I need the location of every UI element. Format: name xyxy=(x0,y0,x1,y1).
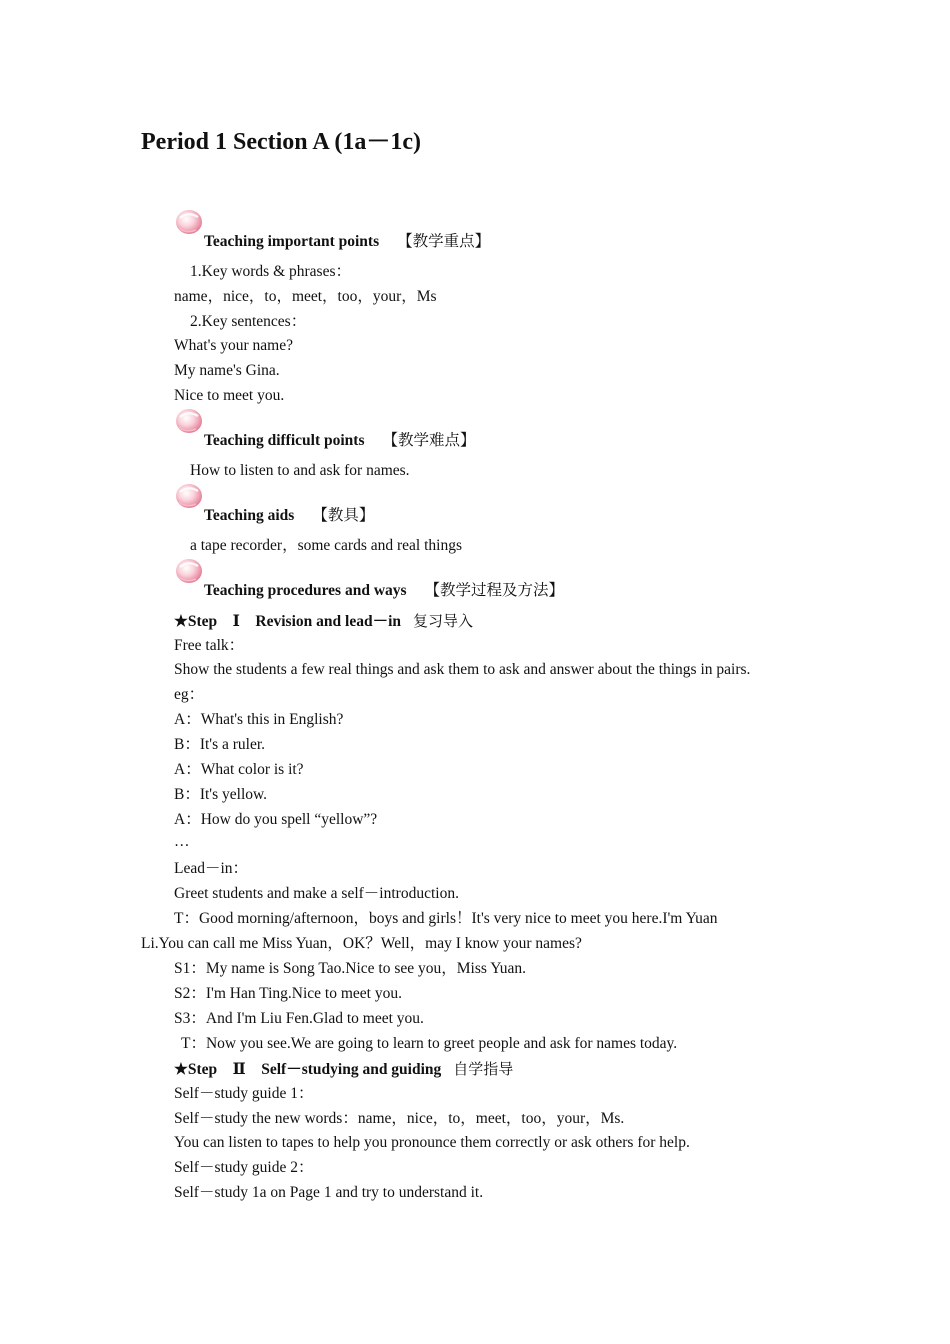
dialogue-line: S3：And I'm Liu Fen.Glad to meet you. xyxy=(174,1010,424,1027)
key-words-heading: 1.Key words & phrases： xyxy=(190,263,352,280)
dialogue-line: T：Good morning/afternoon，boys and girls！It's very nice to meet you here.I'm Yuan xyxy=(174,910,718,927)
section-label: Teaching difficult points xyxy=(204,432,365,449)
peach-bullet-icon xyxy=(174,482,206,514)
peach-bullet-icon xyxy=(174,557,206,589)
peach-bullet-icon xyxy=(174,407,206,439)
section-label: Teaching procedures and ways xyxy=(204,582,407,599)
dialogue-line: S1：My name is Song Tao.Nice to see you，Miss Yuan. xyxy=(174,960,526,977)
paragraph: Show the students a few real things and ask them to ask and answer about the things in pairs. xyxy=(174,661,751,678)
dialogue-line: Li.You can call me Miss Yuan，OK？Well，may I know your names? xyxy=(141,935,582,952)
dialogue-line: B：It's yellow. xyxy=(174,786,268,803)
section-label-cn: 【教学难点】 xyxy=(382,432,476,449)
section-label: Teaching aids xyxy=(204,507,295,524)
paragraph: Self－study 1a on Page 1 and try to understand it. xyxy=(174,1184,484,1201)
step-2-heading: ★Step Ⅱ Self－studying and guiding 自学指导 xyxy=(174,1060,514,1078)
dialogue-line: B：It's a ruler. xyxy=(174,736,266,753)
dialogue-line: A：What's this in English? xyxy=(174,711,344,728)
peach-bullet-icon xyxy=(174,208,206,240)
key-sentence: What's your name? xyxy=(174,337,293,354)
section-label-cn: 【教具】 xyxy=(312,507,375,524)
difficult-text: How to listen to and ask for names. xyxy=(190,462,410,479)
key-sentences-heading: 2.Key sentences： xyxy=(190,313,307,330)
key-sentence: Nice to meet you. xyxy=(174,387,285,404)
paragraph: You can listen to tapes to help you pronounce them correctly or ask others for help. xyxy=(174,1134,690,1151)
dialogue-line: T：Now you see.We are going to learn to greet people and ask for names today. xyxy=(181,1035,678,1052)
page-title: Period 1 Section A (1a－1c) xyxy=(141,129,421,155)
step-1-heading: ★Step Ⅰ Revision and lead－in 复习导入 xyxy=(174,612,474,630)
key-sentence: My name's Gina. xyxy=(174,362,280,379)
paragraph: Self－study the new words：name，nice，to，meet，too，your，Ms. xyxy=(174,1110,625,1127)
guide-label: Self－study guide 1： xyxy=(174,1085,314,1102)
dialogue-line: A：How do you spell “yellow”? xyxy=(174,811,378,828)
lead-in-label: Lead－in： xyxy=(174,860,249,877)
section-label-cn: 【教学过程及方法】 xyxy=(424,582,565,599)
dialogue-line: A：What color is it? xyxy=(174,761,304,778)
aids-text: a tape recorder，some cards and real things xyxy=(190,537,462,554)
paragraph: Greet students and make a self－introduction. xyxy=(174,885,459,902)
ellipsis: … xyxy=(174,833,190,850)
dialogue-line: S2：I'm Han Ting.Nice to meet you. xyxy=(174,985,402,1002)
section-label: Teaching important points xyxy=(204,233,380,250)
example-label: eg： xyxy=(174,686,205,703)
free-talk-label: Free talk： xyxy=(174,637,245,654)
section-label-cn: 【教学重点】 xyxy=(397,233,491,250)
guide-label: Self－study guide 2： xyxy=(174,1159,314,1176)
key-words-list: name，nice，to，meet，too，your，Ms xyxy=(174,288,437,305)
